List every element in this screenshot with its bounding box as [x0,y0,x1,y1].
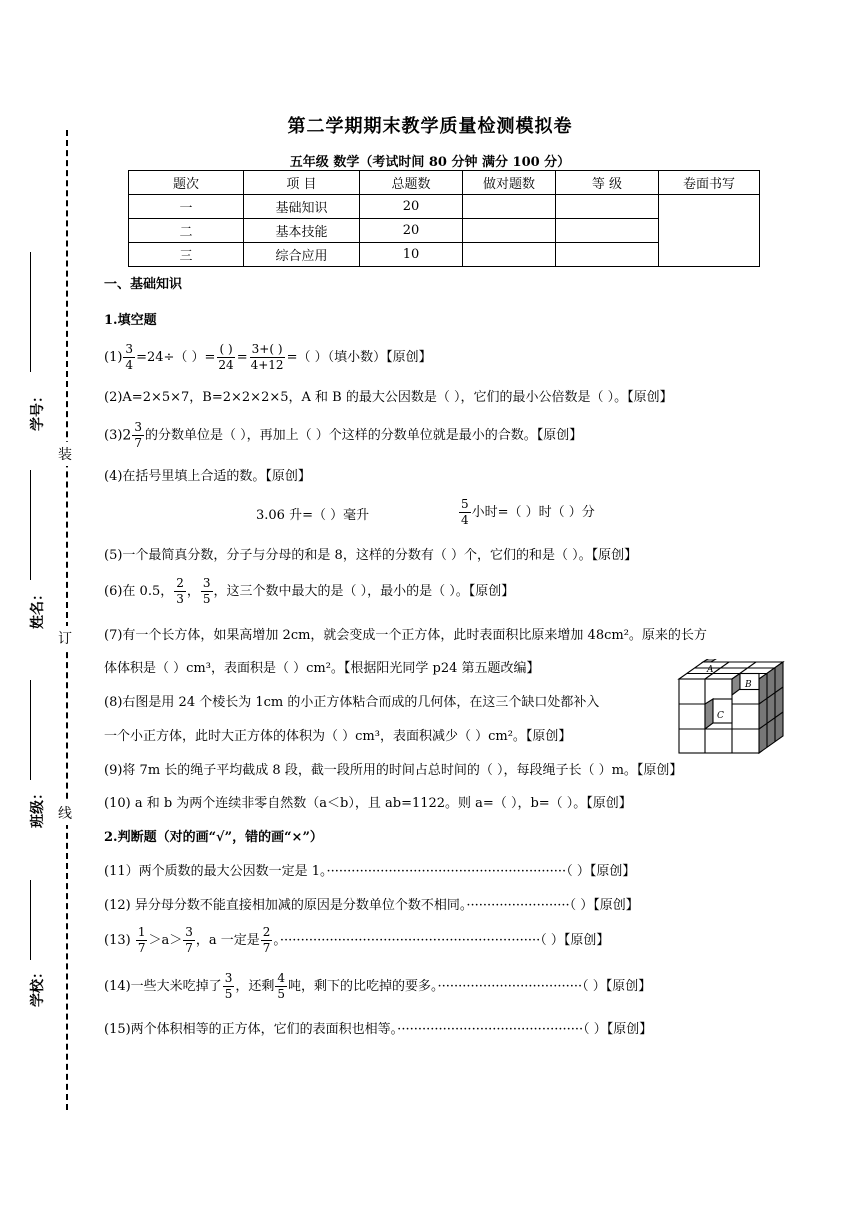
numerator: 4 [277,971,285,985]
denominator: 7 [185,941,193,955]
question-9: (9)将 7m 长的绳子平均截成 8 段，截一段所用的时间占总时间的（ ），每段绳子长（ ）m。【原创】 [104,763,683,778]
fraction [223,971,235,1002]
q13-mid2: ，a 一定是 [195,933,260,948]
fraction [249,342,286,373]
question-7-line-2: 体体积是（ ）cm³，表面积是（ ）cm²。【根据阳光同学 p24 第五题改编】 [104,661,540,676]
denominator: 5 [277,987,285,1001]
correct-count-cell[interactable] [463,195,556,219]
fraction [275,971,287,1002]
binding-dashed-line [66,130,68,1110]
name-line [30,470,31,580]
denominator: 3 [176,592,184,606]
header-cell: 总题数 [360,171,463,195]
question-2: (2)A=2×5×7，B=2×2×2×5，A 和 B 的最大公因数是（ ），它们的最小公倍数是（ ）。【原创】 [104,390,673,405]
numerator: 2 [176,576,184,590]
q1-eq: = [236,350,248,365]
handwriting-cell[interactable] [659,195,760,267]
page-subtitle: 五年级 数学（考试时间 80 分钟 满分 100 分） [289,155,571,170]
table-cell: 三 [129,243,244,267]
fraction [136,925,148,956]
q13-mid: ＞a＞ [148,933,183,948]
fraction [216,342,235,373]
numerator: 3+( ) [251,342,283,356]
mixed-whole: 2 [122,427,132,444]
question-4: (4)在括号里填上合适的数。【原创】 [104,469,311,484]
fraction [132,420,144,451]
binding-word-xian: 线 [58,801,72,825]
question-15: (15)两个体积相等的正方体，它们的表面积也相等。·············································（ ）【原创】 [104,1022,653,1037]
q1-tail: =（ ）（填小数）【原创】 [286,350,432,365]
cube-figure [675,659,787,759]
table-cell: 基本技能 [244,219,360,243]
score-table-header [129,171,760,195]
name-label: 姓名： [30,587,46,629]
question-5: (5)一个最简真分数，分子与分母的和是 8，这样的分数有（ ）个，它们的和是（ ）。【原创】 [104,548,638,563]
numerator: 3 [202,576,211,590]
table-cell: 二 [129,219,244,243]
header-cell: 题次 [129,171,244,195]
cube-label-c: C [717,711,724,721]
table-cell: 一 [129,195,244,219]
denominator: 7 [262,941,271,955]
fraction [459,497,471,528]
q6-prefix: (6)在 0.5， [104,584,174,599]
numerator: 2 [262,925,271,939]
score-table [128,170,760,267]
q1-prefix: (1) [104,350,123,365]
grade-cell[interactable] [556,243,659,267]
numerator: 1 [137,925,146,939]
judgement-heading: 2.判断题（对的画“√”，错的画“×”） [104,830,323,845]
question-10: (10) a 和 b 为两个连续非零自然数（a＜b），且 ab=1122。则 a=（ ），b=（ ）。【原创】 [104,796,632,811]
header-cell: 项 目 [244,171,360,195]
table-cell: 20 [360,219,463,243]
fraction [183,925,195,956]
fill-in-heading: 1.填空题 [104,313,157,328]
numerator: 3 [185,925,193,939]
q13-prefix: (13) [104,933,135,948]
fraction [123,342,135,373]
fraction [261,925,273,956]
cube-diagram [675,659,787,755]
numerator: 3 [224,971,233,985]
q1-mid: =24÷（ ）= [136,350,216,365]
denominator: 7 [137,941,146,955]
q4b-tail: 小时=（ ）时（ ）分 [471,505,595,520]
denominator: 4 [461,513,469,527]
cube-label-b: B [745,680,752,690]
question-12: (12) 异分母分数不能直接相加减的原因是分数单位个数不相同。·························（ ）【原创】 [104,898,639,913]
question-4a: 3.06 升=（ ）毫升 [256,508,370,523]
class-line [30,680,31,780]
school-line [30,880,31,960]
student-id-line [30,252,31,372]
question-8-line-2: 一个小正方体，此时大正方体的体积为（ ）cm³，表面积减少（ ）cm²。【原创】 [104,729,572,744]
numerator: 5 [461,497,469,511]
denominator: 4+12 [250,358,284,372]
binding-word-zhuang: 装 [58,442,72,466]
grade-cell[interactable] [556,195,659,219]
denominator: 5 [202,592,211,606]
numerator: ( ) [219,342,233,356]
denominator: 7 [134,436,142,450]
cube-label-a: A [707,665,714,675]
q3-tail: 的分数单位是（ ），再加上（ ）个这样的分数单位就是最小的合数。【原创】 [144,428,583,443]
table-cell: 20 [360,195,463,219]
q14-prefix: (14)一些大米吃掉了 [104,979,222,994]
fraction [174,576,186,607]
table-cell: 10 [360,243,463,267]
q14-mid: ，还剩 [235,979,275,994]
student-id-label: 学号： [30,389,46,431]
question-3 [104,420,582,451]
grade-cell[interactable] [556,219,659,243]
question-7-line-1: (7)有一个长方体，如果高增加 2cm，就会变成一个正方体，此时表面积比原来增加 48cm²。原来的长方 [104,628,707,643]
q14-tail: 吨，剩下的比吃掉的要多。···································（ ）【原创】 [287,979,652,994]
school-label: 学校： [30,965,46,1007]
fraction [201,576,213,607]
q6-tail: ，这三个数中最大的是（ ），最小的是（ ）。【原创】 [213,584,515,599]
class-label: 班级： [30,786,46,828]
correct-count-cell[interactable] [463,243,556,267]
numerator: 3 [134,420,142,434]
section-1-heading: 一、基础知识 [104,277,183,292]
header-cell: 等 级 [556,171,659,195]
numerator: 3 [125,342,134,356]
page-title: 第二学期期末教学质量检测模拟卷 [287,116,573,137]
question-13 [104,925,609,956]
question-8-line-1: (8)右图是用 24 个棱长为 1cm 的小正方体粘合而成的几何体，在这三个缺口处都补入 [104,695,600,710]
header-cell: 卷面书写 [659,171,760,195]
header-cell: 做对题数 [463,171,556,195]
q6-sep: ， [186,584,200,599]
question-6 [104,576,514,607]
question-14 [104,971,651,1002]
q3-prefix: (3) [104,428,123,443]
denominator: 5 [224,987,233,1001]
correct-count-cell[interactable] [463,219,556,243]
question-11: (11）两个质数的最大公因数一定是 1。··························································（ ）【原创】 [104,864,636,879]
table-cell: 综合应用 [244,243,360,267]
q13-tail: 。·······························································（ ）【原创】 [273,933,610,948]
table-row [129,195,760,219]
question-4b [458,497,595,528]
table-cell: 基础知识 [244,195,360,219]
denominator: 24 [218,358,234,372]
question-1 [104,342,432,373]
denominator: 4 [125,358,134,372]
binding-word-ding: 订 [58,626,72,650]
